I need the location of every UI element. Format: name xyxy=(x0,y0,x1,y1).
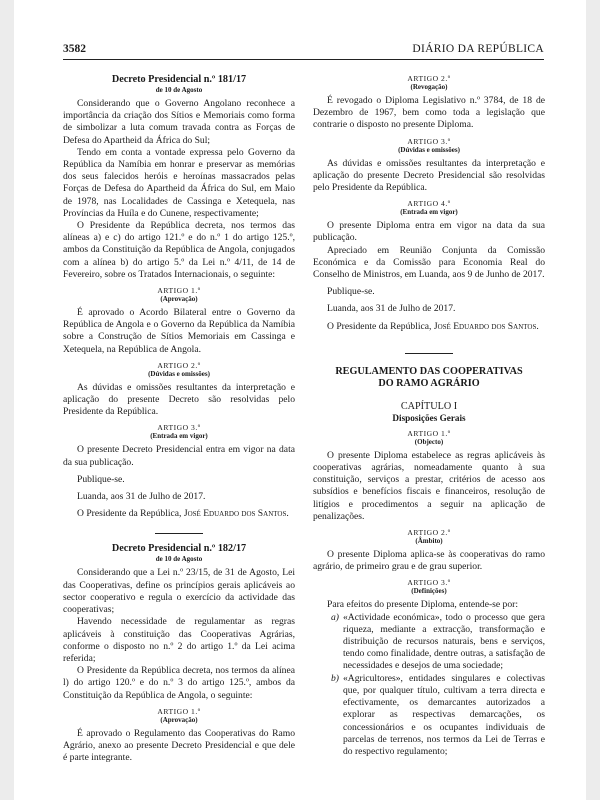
article-text: O presente Diploma entra em vigor na data da sua publicação. xyxy=(313,220,545,244)
paragraph: Tendo em conta a vontade expressa pelo Governo da República da Namíbia em honrar e preservar as memórias dos seus falecidos heróis e heroínas massacrados pelas Forças de Defesa do Apartheid da África do Sul, em Maio de 1978, nas Localidades de Cassinga e Xetequela, nas Províncias da Huíla e do Cunene, respectivamente; xyxy=(63,146,295,219)
article-label: ARTIGO 2.º xyxy=(407,528,451,538)
publication-title: DIÁRIO DA REPÚBLICA xyxy=(412,43,544,55)
article-subtitle: (Dúvidas e omissões) xyxy=(148,369,210,378)
chapter-heading: CAPÍTULO I xyxy=(400,400,458,412)
decree-181 xyxy=(63,74,295,520)
article-label: ARTIGO 1.º xyxy=(407,428,451,438)
paragraph: Considerando que a Lei n.º 23/15, de 31 de Agosto, Lei das Cooperativas, define os princípios gerais aplicáveis ao sector cooperativo e regula o exercício da actividade das cooperativas; xyxy=(63,567,295,616)
section-divider xyxy=(155,533,203,534)
definition-text: «Actividade económica», todo o processo que gera riqueza, mediante a extracção, transformação e distribuição de recursos naturais, bens e serviços, tendo como finalidade, dentre outras, a satisfação de necessidades e desejos de uma sociedade; xyxy=(343,611,545,672)
article-label: ARTIGO 2.º xyxy=(157,360,201,370)
left-column xyxy=(63,74,295,764)
signer-prefix: O Presidente da República, xyxy=(77,508,184,520)
paragraph: Havendo necessidade de regulamentar as regras aplicáveis à constituição das Cooperativas Agrárias, conforme o disposto no n.º 2 do artigo 1.º da Lei acima referida; xyxy=(63,616,295,664)
article-text: É aprovado o Acordo Bilateral entre o Governo da República de Angola e o Governo da República da Namíbia sobre a Construção de Sítios Memoriais em Cassinga e Xetequela, na República de Angola. xyxy=(63,307,295,355)
article-label: ARTIGO 1.º xyxy=(157,286,201,296)
article-label: ARTIGO 3.º xyxy=(407,136,451,146)
article-subtitle: (Âmbito) xyxy=(415,537,443,546)
decree-title: Decreto Presidencial n.º 181/17 xyxy=(111,74,247,85)
article-text: As dúvidas e omissões resultantes da interpretação e aplicação do presente Decreto são resolvidas pelo Presidente da República. xyxy=(63,381,295,418)
signer-prefix: O Presidente da República, xyxy=(327,320,434,332)
paragraph: Considerando que o Governo Angolano reconhece a importância da criação dos Sítios e Memoriais como forma de simbolizar a luta comum travada contra as Forças de Defesa do Apartheid da África do Sul; xyxy=(63,98,295,146)
article-label: ARTIGO 4.º xyxy=(407,199,451,209)
chapter-subtitle: Disposições Gerais xyxy=(392,412,466,423)
place-date: Luanda, aos 31 de Julho de 2017. xyxy=(327,303,456,315)
decree-date: de 10 de Agosto xyxy=(155,86,203,94)
article-label: ARTIGO 3.º xyxy=(157,423,201,433)
decree-date: de 10 de Agosto xyxy=(155,555,203,564)
signature-line xyxy=(63,508,295,520)
section-divider xyxy=(405,353,453,354)
article-subtitle: (Dúvidas e omissões) xyxy=(398,145,460,154)
definition-item xyxy=(313,612,545,673)
article-subtitle: (Revogação) xyxy=(410,83,448,91)
publish-line: Publique-se. xyxy=(77,473,125,485)
article-text: O presente Diploma aplica-se às cooperativas do ramo agrário, de primeiro grau e de grau superior. xyxy=(313,549,545,573)
place-date: Luanda, aos 31 de Julho de 2017. xyxy=(77,491,206,503)
signer-name: José Eduardo dos Santos. xyxy=(433,320,539,332)
article-label: ARTIGO 3.º xyxy=(407,578,451,588)
article-label: ARTIGO 2.º xyxy=(407,74,451,83)
signer-name: José Eduardo dos Santos. xyxy=(183,508,289,520)
article-subtitle: (Objecto) xyxy=(414,437,444,446)
article-text: O presente Diploma estabelece as regras aplicáveis às cooperativas agrárias, nomeadamente quanto à sua constituição, serviços a prestar, critérios de acesso aos subsídios e benefícios fiscais e financeiros, resolução de litígios e procedimentos a seguir na aplicação de penalizações. xyxy=(313,449,545,522)
right-column xyxy=(313,74,545,758)
document-page xyxy=(14,0,586,800)
definition-text: «Agricultores», entidades singulares e colectivas que, por qualquer título, cultivam a terra directa e efectivamente, os demarcantes autorizados a explorar as respectivas demarcações, os concessionários e os ocupantes individuais de parcelas de terrenos, nos termos da Lei de Terras e do respectivo regulamento; xyxy=(343,672,545,757)
publish-line: Publique-se. xyxy=(327,286,375,298)
article-subtitle: (Entrada em vigor) xyxy=(150,432,208,441)
article-subtitle: (Definições) xyxy=(411,587,447,596)
page-header xyxy=(63,42,544,60)
page-number: 3582 xyxy=(63,43,86,55)
regulation-title xyxy=(313,366,545,391)
signature-line xyxy=(313,321,545,333)
article-label: ARTIGO 1.º xyxy=(157,706,201,716)
article-text: As dúvidas e omissões resultantes da interpretação e aplicação do presente Decreto Presidencial são resolvidas pelo Presidente da República. xyxy=(313,157,545,194)
article-subtitle: (Aprovação) xyxy=(160,295,198,304)
decree-title: Decreto Presidencial n.º 182/17 xyxy=(111,543,247,555)
article-subtitle: (Aprovação) xyxy=(160,715,198,724)
definition-label: b) xyxy=(331,672,339,684)
article-text: É aprovado o Regulamento das Cooperativas do Ramo Agrário, anexo ao presente Decreto Presidencial e que dele é parte integrante. xyxy=(63,727,295,764)
regulation-title-line-1: REGULAMENTO DAS COOPERATIVAS xyxy=(335,365,523,377)
decree-182 xyxy=(63,543,295,764)
article-text: Para efeitos do presente Diploma, entende-se por: xyxy=(327,599,519,611)
article-text: O presente Decreto Presidencial entra em vigor na data da sua publicação. xyxy=(63,444,295,468)
paragraph: O Presidente da República decreta, nos termos das alíneas a) e c) do artigo 121.º e do n.º 1 do artigo 125.º, ambos da Constituição da República de Angola, conjugados com a alínea b) do artigo 5.º da Lei n.º 4/11, de 14 de Fevereiro, sobre os Tratados Internacionais, o seguinte: xyxy=(63,220,295,280)
approval-note: Apreciado em Reunião Conjunta da Comissão Económica e da Comissão para Economia Real do Conselho de Ministros, em Luanda, aos 9 de Junho de 2017. xyxy=(313,244,545,281)
article-text: É revogado o Diploma Legislativo n.º 3784, de 18 de Dezembro de 1967, bem como toda a legislação que contrarie o disposto no presente Diploma. xyxy=(313,95,545,131)
regulation-title-line-2: DO RAMO AGRÁRIO xyxy=(378,378,480,390)
definition-item xyxy=(313,673,545,758)
paragraph: O Presidente da República decreta, nos termos da alínea l) do artigo 120.º e do n.º 3 do artigo 125.º, ambos da Constituição da República de Angola, o seguinte: xyxy=(63,665,295,701)
article-subtitle: (Entrada em vigor) xyxy=(400,208,458,217)
definition-label: a) xyxy=(331,611,339,623)
